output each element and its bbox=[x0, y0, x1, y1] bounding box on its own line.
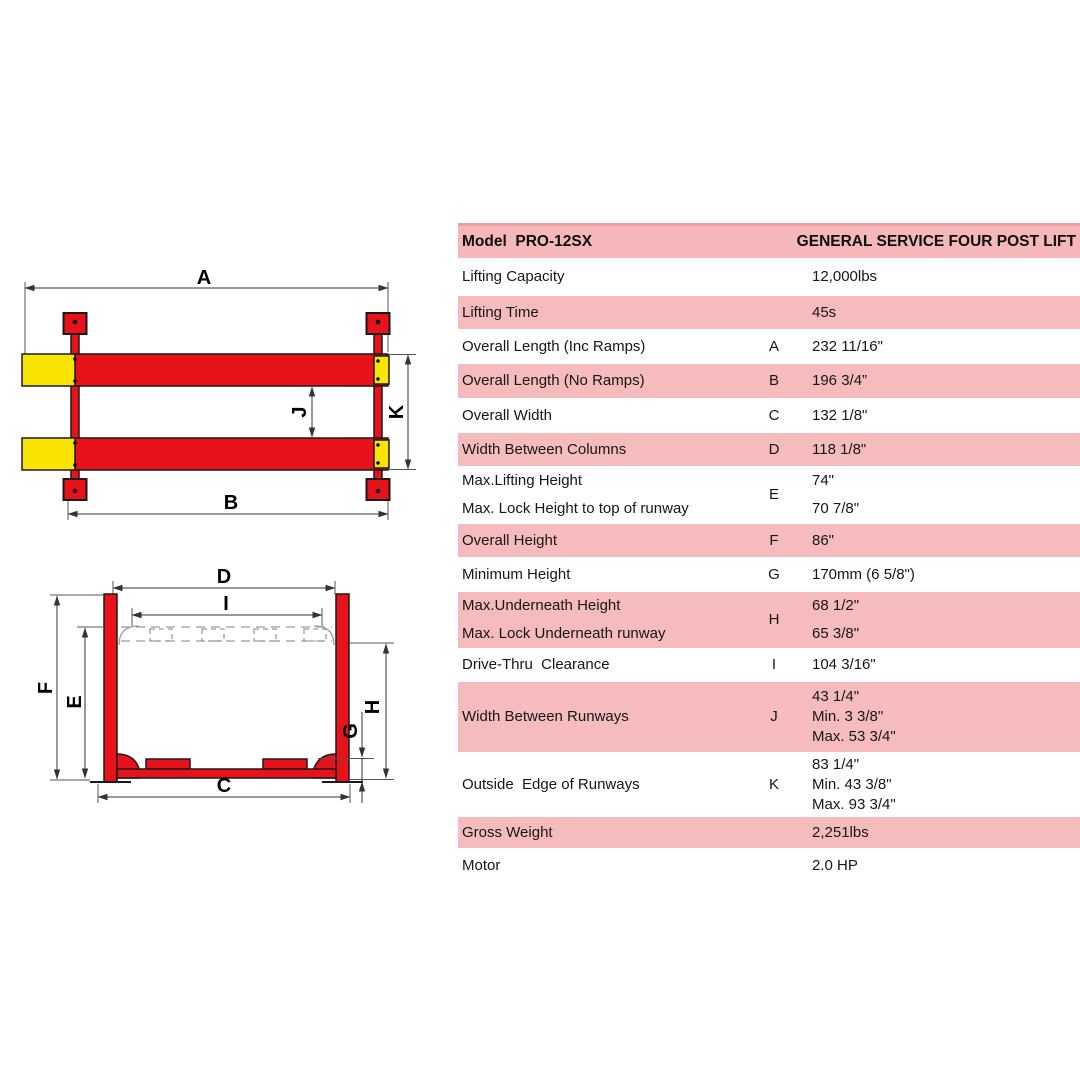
dim-label-k: K bbox=[386, 404, 408, 420]
model-label: Model PRO-12SX bbox=[462, 233, 593, 250]
dim-label-e: E bbox=[64, 695, 86, 709]
spec-row-outside-edge-of-runways bbox=[458, 753, 1080, 816]
front-view-diagram bbox=[35, 566, 394, 803]
spec-row-minimum-height bbox=[458, 558, 1080, 591]
row-label: Lifting Time bbox=[462, 303, 539, 321]
dim-label-i: I bbox=[223, 593, 229, 615]
row-label: Overall Width bbox=[462, 406, 553, 424]
dim-label-b: B bbox=[223, 492, 239, 514]
row-value: 74" bbox=[812, 472, 835, 489]
row-letter: J bbox=[770, 708, 778, 725]
row-value: Max. 53 3/4" bbox=[812, 728, 896, 745]
row-value: 12,000lbs bbox=[812, 267, 878, 285]
row-letter: I bbox=[771, 656, 777, 673]
row-label: Minimum Height bbox=[462, 565, 571, 583]
row-value: 70 7/8" bbox=[812, 500, 860, 517]
row-value: Min. 43 3/8" bbox=[812, 775, 892, 793]
row-label: Max. Lock Height to top of runway bbox=[462, 500, 689, 517]
row-label: Drive-Thru Clearance bbox=[462, 656, 610, 673]
row-value: 86" bbox=[812, 531, 835, 549]
row-value: 132 1/8" bbox=[812, 406, 868, 424]
dim-label-c: C bbox=[216, 775, 232, 797]
spec-row-drive-thru-clearance bbox=[458, 649, 1080, 681]
spec-row-overall-height bbox=[458, 523, 1080, 558]
row-value: 2.0 HP bbox=[812, 857, 858, 874]
spec-row-motor bbox=[458, 849, 1080, 883]
dim-label-h: H bbox=[362, 699, 384, 715]
upper-runway bbox=[75, 354, 388, 386]
dim-label-g: G bbox=[340, 723, 362, 739]
row-label: Max.Underneath Height bbox=[462, 597, 621, 614]
row-letter: C bbox=[768, 406, 780, 424]
right-column bbox=[336, 594, 349, 782]
row-value: 170mm (6 5/8") bbox=[812, 565, 915, 583]
row-letter: K bbox=[768, 775, 779, 793]
wheel-stop-right bbox=[263, 759, 307, 769]
row-value: Max. 93 3/4" bbox=[812, 795, 896, 813]
row-letter: H bbox=[768, 611, 780, 628]
dim-label-f: F bbox=[35, 681, 57, 695]
spec-table-header bbox=[458, 223, 1080, 258]
row-label: Gross Weight bbox=[462, 823, 553, 841]
row-label: Width Between Runways bbox=[462, 708, 629, 725]
spec-row-gross-weight bbox=[458, 816, 1080, 849]
row-label: Lifting Capacity bbox=[462, 267, 565, 285]
row-label: Overall Length (No Ramps) bbox=[462, 372, 645, 389]
row-value: 232 11/16" bbox=[812, 337, 883, 355]
row-label: Width Between Columns bbox=[462, 440, 627, 458]
spec-row-max-underneath-height bbox=[458, 591, 1080, 649]
spec-table bbox=[458, 223, 1080, 883]
upper-ramp bbox=[22, 354, 75, 386]
row-label: Overall Height bbox=[462, 531, 558, 549]
row-letter: D bbox=[768, 440, 780, 458]
row-value: 65 3/8" bbox=[812, 625, 860, 642]
spec-row-lifting-capacity bbox=[458, 258, 1080, 295]
spec-row-overall-length-no-ramps bbox=[458, 363, 1080, 399]
row-letter: B bbox=[768, 372, 779, 389]
lower-wheel-stop bbox=[374, 440, 389, 468]
row-label: Overall Length (Inc Ramps) bbox=[462, 337, 646, 355]
left-column bbox=[104, 594, 117, 782]
row-value: 68 1/2" bbox=[812, 597, 860, 614]
row-value: 83 1/4" bbox=[812, 755, 860, 773]
row-label: Max.Lifting Height bbox=[462, 472, 583, 489]
dim-label-j: J bbox=[289, 406, 311, 418]
spec-row-width-between-columns bbox=[458, 432, 1080, 467]
spec-row-max-lifting-height bbox=[458, 467, 1080, 523]
lift-diagrams bbox=[0, 0, 460, 1080]
dim-label-a: A bbox=[196, 267, 212, 289]
spec-row-overall-length-inc-ramps bbox=[458, 330, 1080, 363]
row-label: Max. Lock Underneath runway bbox=[462, 625, 666, 642]
row-label: Outside Edge of Runways bbox=[462, 775, 640, 793]
row-value: 118 1/8" bbox=[812, 440, 867, 458]
spec-row-width-between-runways bbox=[458, 681, 1080, 753]
row-value: 45s bbox=[812, 303, 837, 321]
lower-ramp bbox=[22, 438, 75, 470]
row-value: 196 3/4” bbox=[812, 372, 868, 389]
dim-label-d: D bbox=[216, 566, 232, 588]
row-value: 2,251lbs bbox=[812, 823, 869, 841]
row-value: 104 3/16" bbox=[812, 656, 876, 673]
row-letter: E bbox=[768, 486, 779, 503]
wheel-stop-left bbox=[146, 759, 190, 769]
spec-row-lifting-time bbox=[458, 295, 1080, 330]
spec-row-overall-width bbox=[458, 399, 1080, 432]
upper-wheel-stop bbox=[374, 356, 389, 384]
row-value: 43 1/4" bbox=[812, 688, 860, 705]
table-title: GENERAL SERVICE FOUR POST LIFT bbox=[796, 233, 1076, 250]
row-letter: A bbox=[768, 337, 779, 355]
lower-runway bbox=[75, 438, 388, 470]
top-view-diagram bbox=[22, 267, 416, 520]
row-letter: G bbox=[768, 565, 780, 583]
row-value: Min. 3 3/8" bbox=[812, 708, 884, 725]
row-letter: F bbox=[769, 531, 779, 549]
row-label: Motor bbox=[462, 857, 501, 874]
